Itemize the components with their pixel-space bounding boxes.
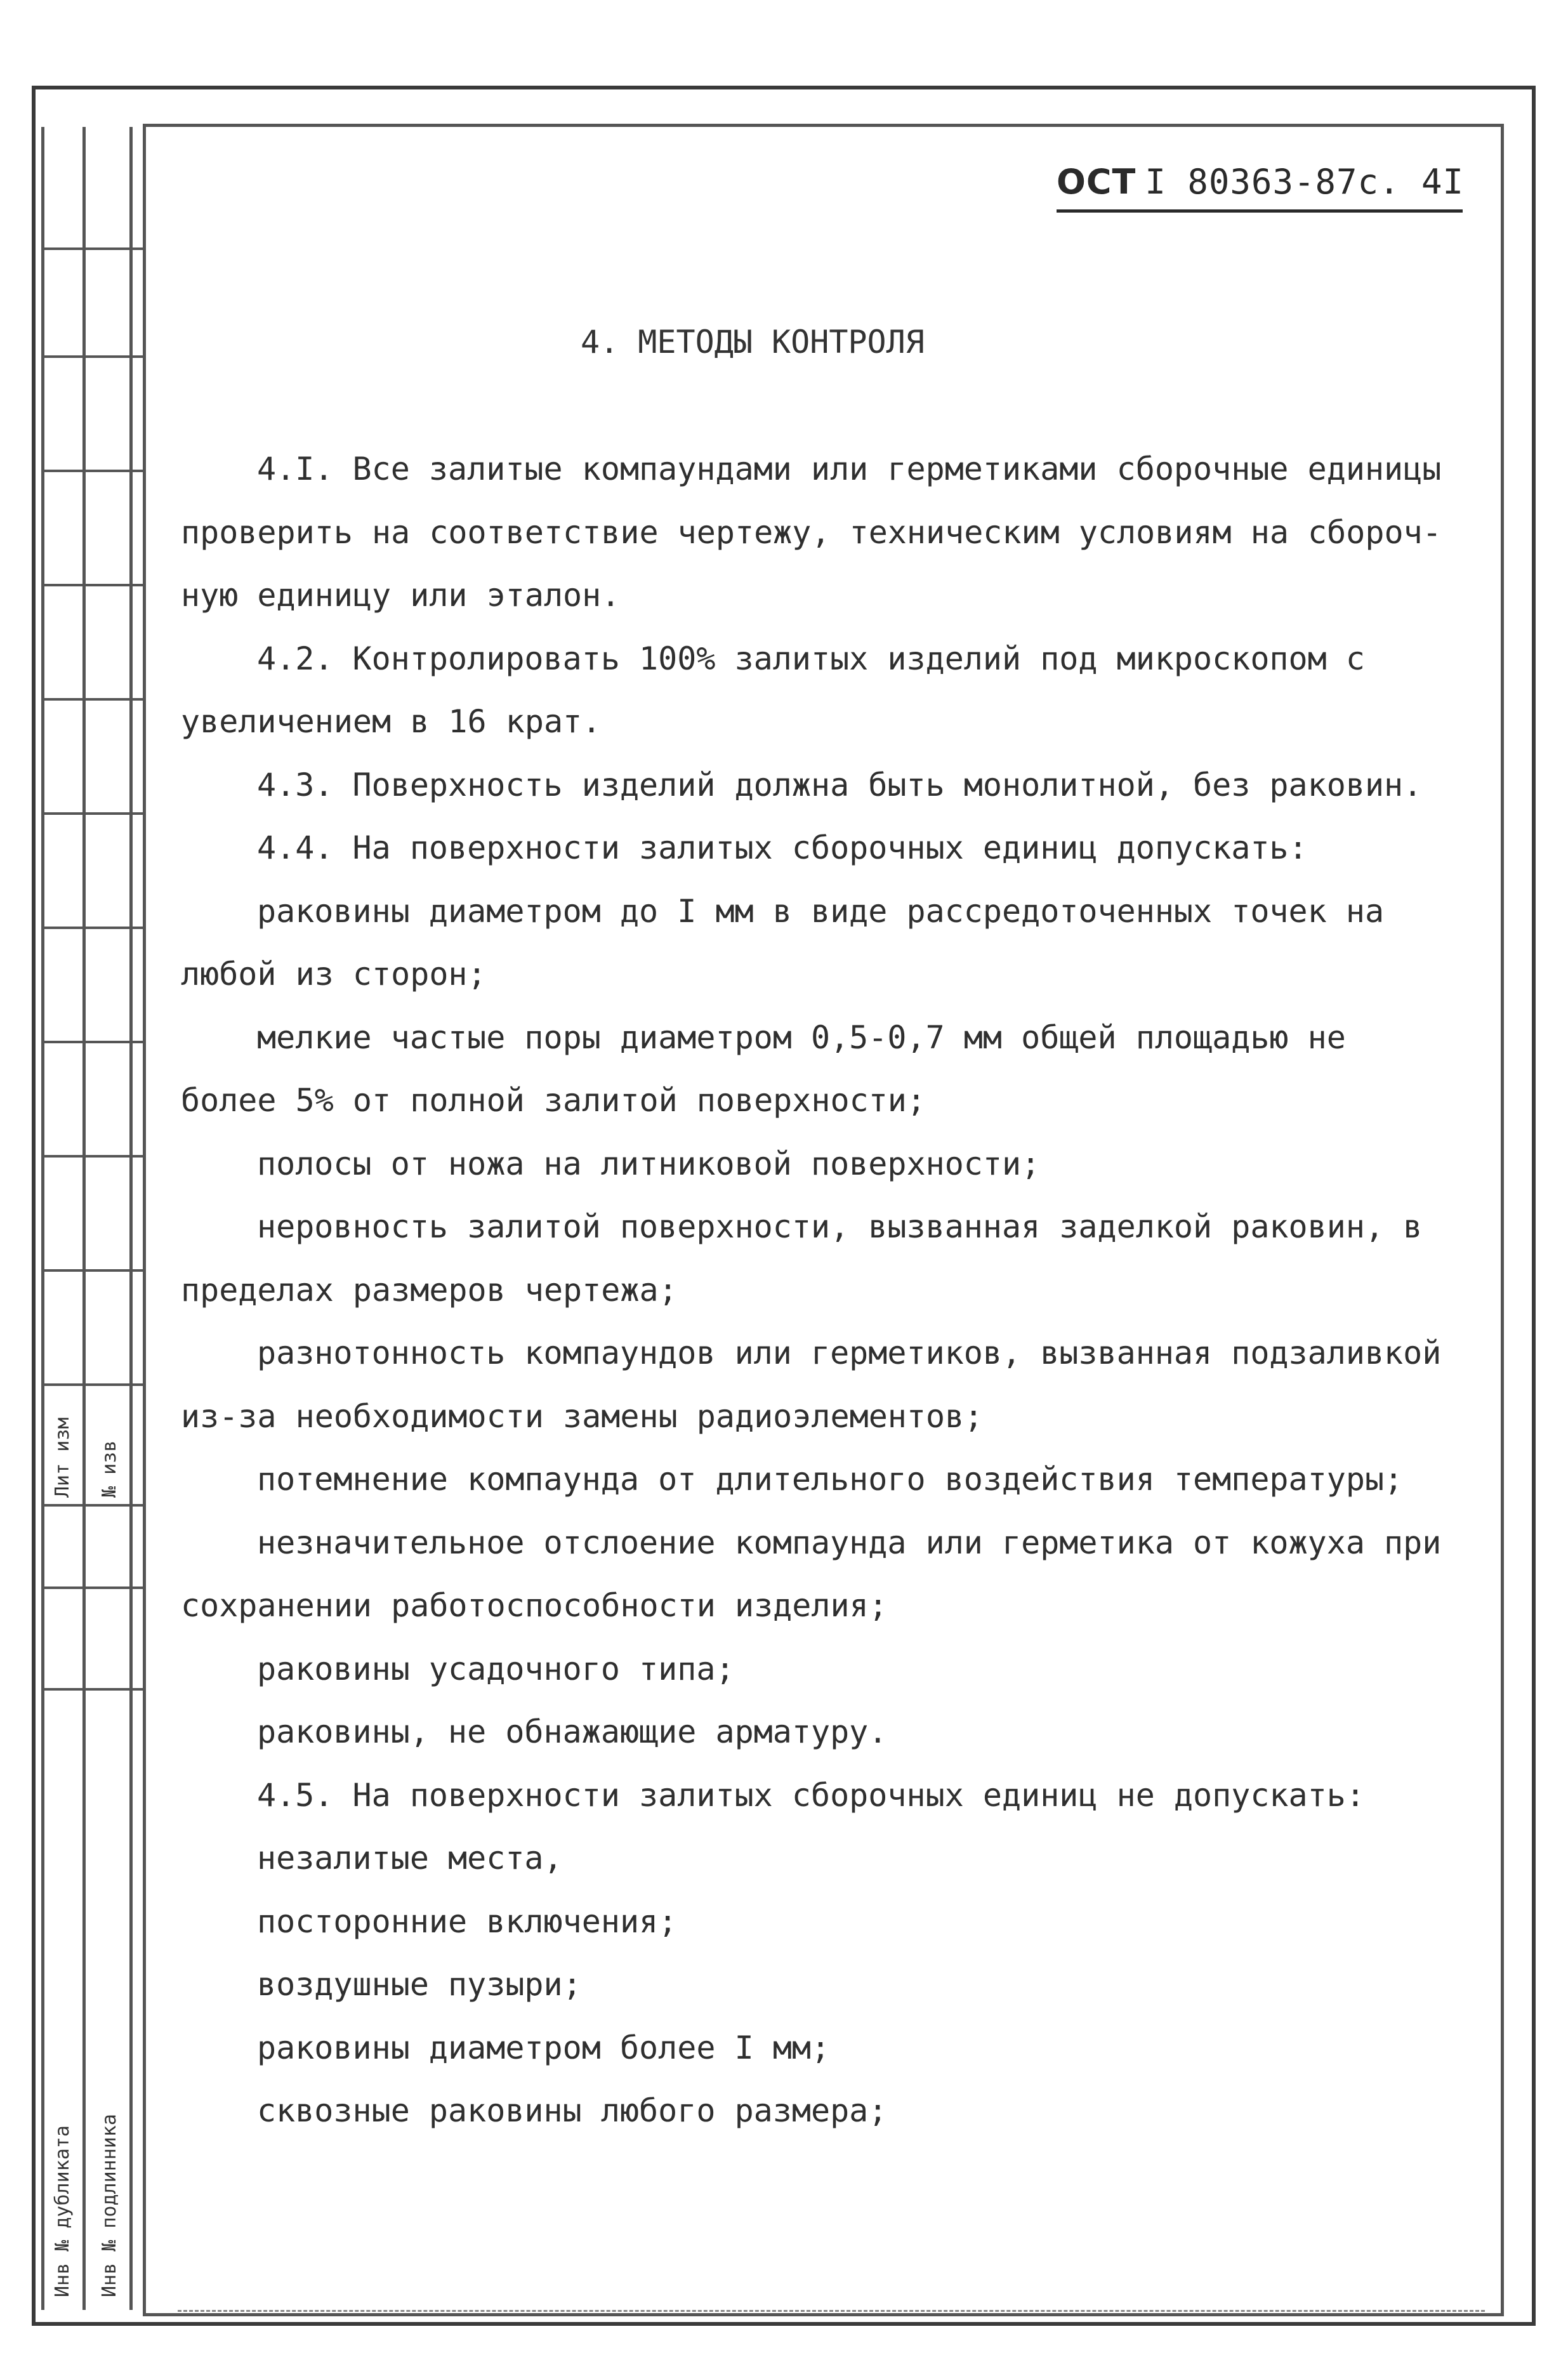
text-line: посторонние включения; bbox=[257, 1903, 678, 1940]
text-line: незначительное отслоение компаунда или герметика от кожуха при bbox=[257, 1524, 1442, 1561]
text-line: неровность залитой поверхности, вызванная заделкой раковин, в bbox=[257, 1208, 1423, 1245]
strip-divider bbox=[41, 1586, 143, 1589]
strip-label-duplicate: Инв № дубликата bbox=[51, 2125, 74, 2297]
strip-divider bbox=[41, 355, 143, 358]
text-line: более 5% от полной залитой поверхности; bbox=[181, 1082, 926, 1119]
text-line: сквозные раковины любого размера; bbox=[257, 2092, 888, 2129]
text-line: 4.4. На поверхности залитых сборочных единиц допускать: bbox=[257, 829, 1308, 866]
strip-divider bbox=[41, 1504, 143, 1507]
strip-divider bbox=[41, 812, 143, 815]
strip-label-notice: № изв bbox=[98, 1440, 121, 1498]
text-line: 4.2. Контролировать 100% залитых изделий под микроскопом с bbox=[257, 640, 1365, 677]
document-code-number: I 80363-87с. 4I bbox=[1145, 162, 1465, 202]
text-line: проверить на соответствие чертежу, техническим условиям на сбороч- bbox=[181, 513, 1442, 551]
side-title-strip bbox=[41, 127, 143, 2310]
text-line: 4.I. Все залитые компаундами или герметиками сборочные единицы bbox=[257, 451, 1442, 487]
strip-divider bbox=[41, 698, 143, 701]
strip-divider bbox=[41, 247, 143, 250]
text-line: раковины диаметром более I мм; bbox=[257, 2029, 831, 2066]
document-code bbox=[1057, 162, 1464, 202]
text-line: раковины, не обнажающие арматуру. bbox=[257, 1713, 888, 1750]
body-text bbox=[181, 438, 1475, 2143]
text-line: сохранении работоспособности изделия; bbox=[181, 1587, 888, 1624]
strip-divider bbox=[41, 927, 143, 929]
text-line: потемнение компаунда от длительного воздействия температуры; bbox=[257, 1461, 1404, 1498]
strip-divider bbox=[41, 1269, 143, 1272]
strip-label-original: Инв № подлинника bbox=[98, 2114, 121, 2297]
strip-column-left bbox=[41, 127, 86, 2310]
strip-column-right bbox=[88, 127, 133, 2310]
text-line: пределах размеров чертежа; bbox=[181, 1271, 678, 1309]
document-code-underline bbox=[1057, 209, 1463, 213]
section-title: 4. МЕТОДЫ КОНТРОЛЯ bbox=[581, 324, 925, 360]
text-line: любой из сторон; bbox=[181, 956, 487, 993]
strip-divider bbox=[41, 584, 143, 586]
strip-divider bbox=[41, 1383, 143, 1386]
text-line: ную единицу или эталон. bbox=[181, 577, 621, 614]
text-line: мелкие частые поры диаметром 0,5-0,7 мм общей площадью не bbox=[257, 1019, 1346, 1056]
strip-divider bbox=[41, 1688, 143, 1691]
text-line: из-за необходимости замены радиоэлементов; bbox=[181, 1397, 984, 1435]
text-line: раковины диаметром до I мм в виде рассредоточенных точек на bbox=[257, 892, 1385, 930]
strip-label-rev: Лит изм bbox=[51, 1417, 74, 1498]
text-line: воздушные пузыри; bbox=[257, 1966, 582, 2003]
text-line: 4.5. На поверхности залитых сборочных единиц не допускать: bbox=[257, 1776, 1365, 1814]
strip-divider bbox=[41, 470, 143, 472]
text-line: разнотонность компаундов или герметиков, вызванная подзаливкой bbox=[257, 1335, 1442, 1371]
text-line: увеличением в 16 крат. bbox=[181, 703, 602, 740]
text-line: полосы от ножа на литниковой поверхности; bbox=[257, 1145, 1041, 1182]
strip-divider bbox=[41, 1155, 143, 1158]
document-code-prefix: ОСТ bbox=[1057, 162, 1136, 202]
strip-divider bbox=[41, 1041, 143, 1043]
text-line: раковины усадочного типа; bbox=[257, 1650, 735, 1687]
text-line: незалитые места, bbox=[257, 1840, 563, 1877]
text-line: 4.3. Поверхность изделий должна быть монолитной, без раковин. bbox=[257, 766, 1423, 803]
footer-rule bbox=[178, 2310, 1485, 2312]
